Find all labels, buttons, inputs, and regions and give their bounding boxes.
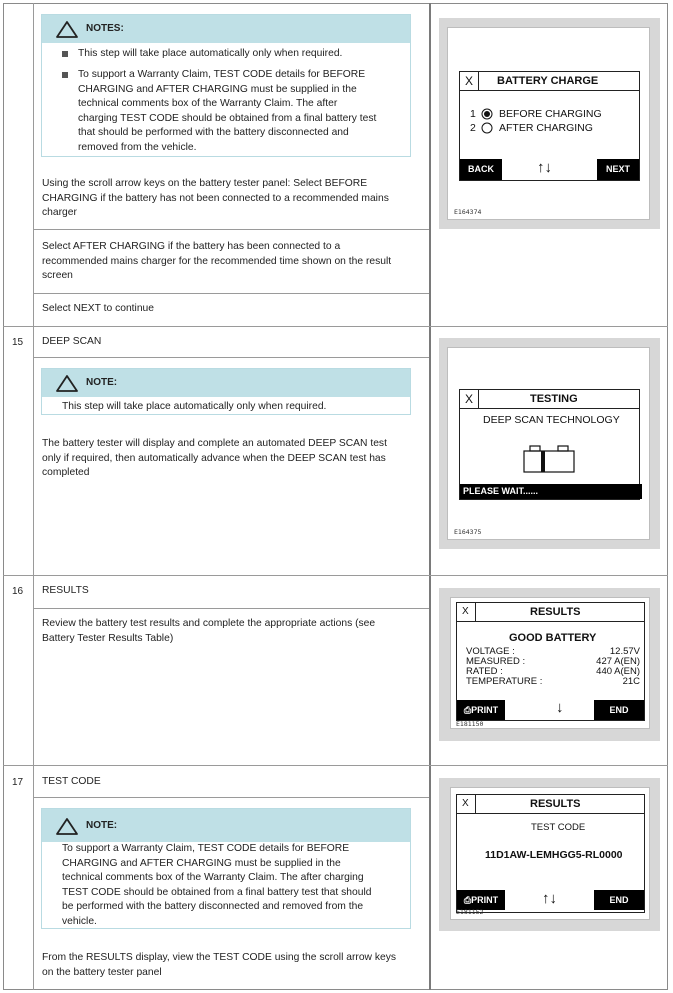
close-icon: X bbox=[462, 606, 469, 617]
instruction-next: Select NEXT to continue bbox=[42, 303, 154, 314]
screen-title: TESTING bbox=[530, 393, 578, 405]
step-number-17: 17 bbox=[12, 777, 24, 788]
figure-reference: E181152 bbox=[456, 908, 484, 916]
results-screen bbox=[456, 602, 645, 721]
column-divider-number bbox=[33, 3, 34, 990]
instruction-after-charging: Select AFTER CHARGING if the battery has been connected to a recommended mains charger for the recommended time shown on the result screen bbox=[42, 241, 392, 282]
screen-subtitle: TEST CODE bbox=[531, 822, 586, 833]
step-title-results: RESULTS bbox=[42, 585, 89, 596]
scroll-down-arrow-icon: ↓ bbox=[556, 699, 564, 716]
note-header bbox=[42, 809, 410, 842]
battery-charge-screen bbox=[459, 71, 640, 181]
note-bullet-2: To support a Warranty Claim, TEST CODE details for BEFORE CHARGING and AFTER CHARGING must be supplied in the technical comments box of the Warranty Claim. The after charging TEST CODE should be obtained from a final battery test that should be performed with the battery disconnected and removed from the vehicle. bbox=[78, 69, 377, 153]
subrow-divider bbox=[33, 797, 429, 798]
print-button: ⎙PRINT bbox=[457, 890, 505, 910]
please-wait-bar: PLEASE WAIT...... bbox=[460, 484, 642, 499]
option-after-charging: AFTER CHARGING bbox=[499, 122, 593, 134]
notes-label: NOTES: bbox=[86, 23, 124, 34]
deep-scan-description: The battery tester will display and complete an automated DEEP SCAN test only if required, then automatically advance when the DEEP SCAN test has completed bbox=[42, 438, 387, 479]
battery-charge-image bbox=[447, 27, 650, 220]
note-box bbox=[41, 808, 411, 929]
test-code-screen bbox=[456, 794, 645, 913]
subrow-divider bbox=[33, 293, 429, 294]
bullet bbox=[62, 51, 68, 57]
scroll-arrows-icon: ↑↓ bbox=[542, 890, 557, 907]
note-label: NOTE: bbox=[86, 377, 118, 388]
step-number-15: 15 bbox=[12, 337, 24, 348]
battery-status: GOOD BATTERY bbox=[509, 632, 597, 644]
row-divider-16 bbox=[3, 575, 668, 576]
note-bullet-1: This step will take place automatically only when required. bbox=[78, 48, 343, 59]
subrow-divider bbox=[33, 357, 429, 358]
step-title-deep-scan: DEEP SCAN bbox=[42, 336, 102, 347]
step-title-test-code: TEST CODE bbox=[42, 776, 101, 787]
warning-triangle-icon bbox=[55, 817, 79, 836]
results-description: Review the battery test results and complete the appropriate actions (see Battery Tester Results Table) bbox=[42, 618, 376, 644]
print-button: ⎙PRINT bbox=[457, 700, 505, 720]
figure-reference: E164375 bbox=[454, 528, 482, 536]
option-before-charging: BEFORE CHARGING bbox=[499, 108, 602, 120]
option-number-1: 1 bbox=[470, 108, 476, 120]
screen-title: RESULTS bbox=[530, 798, 581, 810]
step-number-16: 16 bbox=[12, 586, 24, 597]
test-code-description: From the RESULTS display, view the TEST CODE using the scroll arrow keys on the battery tester panel bbox=[42, 952, 397, 978]
instruction-before-charging: Using the scroll arrow keys on the battery tester panel: Select BEFORE CHARGING if the battery has not been connected to a recommended mains charger bbox=[42, 178, 389, 219]
result-labels: VOLTAGE : MEASURED : RATED : TEMPERATURE : bbox=[466, 646, 543, 687]
radio-selected-icon bbox=[481, 108, 493, 120]
testing-image bbox=[447, 347, 650, 540]
screen-title: BATTERY CHARGE bbox=[497, 75, 599, 87]
notes-header bbox=[42, 15, 410, 43]
subrow-divider bbox=[33, 229, 429, 230]
radio-empty-icon bbox=[481, 122, 493, 134]
screen-title: RESULTS bbox=[530, 606, 581, 618]
figure-reference: E181150 bbox=[456, 720, 484, 728]
note-header bbox=[42, 369, 410, 397]
warning-triangle-icon bbox=[55, 374, 79, 393]
battery-icon bbox=[523, 445, 575, 473]
notes-box bbox=[41, 14, 411, 157]
end-button: END bbox=[594, 890, 644, 910]
warning-triangle-icon bbox=[55, 20, 79, 39]
close-icon: X bbox=[465, 74, 474, 88]
close-icon: X bbox=[462, 798, 469, 809]
screen-subtitle: DEEP SCAN TECHNOLOGY bbox=[483, 414, 620, 426]
bullet bbox=[62, 72, 68, 78]
back-button: BACK bbox=[460, 159, 502, 180]
result-values: 12.57V 427 A(EN) 440 A(EN) 21C bbox=[596, 646, 640, 687]
close-icon: X bbox=[465, 392, 474, 406]
row-divider-15 bbox=[3, 326, 668, 327]
note-text: To support a Warranty Claim, TEST CODE details for BEFORE CHARGING and AFTER CHARGING must be supplied in the technical comments box of the Warranty Claim. The after charging TEST CODE should be obtained from a final battery test that should be performed with the battery disconnected and removed from the vehicle. bbox=[62, 843, 372, 927]
figure-reference: E164374 bbox=[454, 208, 482, 216]
printer-icon: ⎙ bbox=[463, 705, 472, 715]
row-divider-17 bbox=[3, 765, 668, 766]
testing-screen bbox=[459, 389, 640, 500]
subrow-divider bbox=[33, 608, 429, 609]
results-image bbox=[450, 597, 650, 729]
column-divider-image bbox=[429, 3, 431, 990]
printer-icon: ⎙ bbox=[463, 895, 472, 905]
next-button: NEXT bbox=[597, 159, 639, 180]
option-number-2: 2 bbox=[470, 122, 476, 134]
end-button: END bbox=[594, 700, 644, 720]
note-box bbox=[41, 368, 411, 415]
test-code-value: 11D1AW-LEMHGG5-RL0000 bbox=[485, 849, 623, 861]
test-code-image bbox=[450, 787, 650, 920]
note-label: NOTE: bbox=[86, 820, 118, 831]
scroll-arrows-icon: ↑↓ bbox=[537, 159, 552, 176]
note-text: This step will take place automatically only when required. bbox=[62, 401, 327, 412]
